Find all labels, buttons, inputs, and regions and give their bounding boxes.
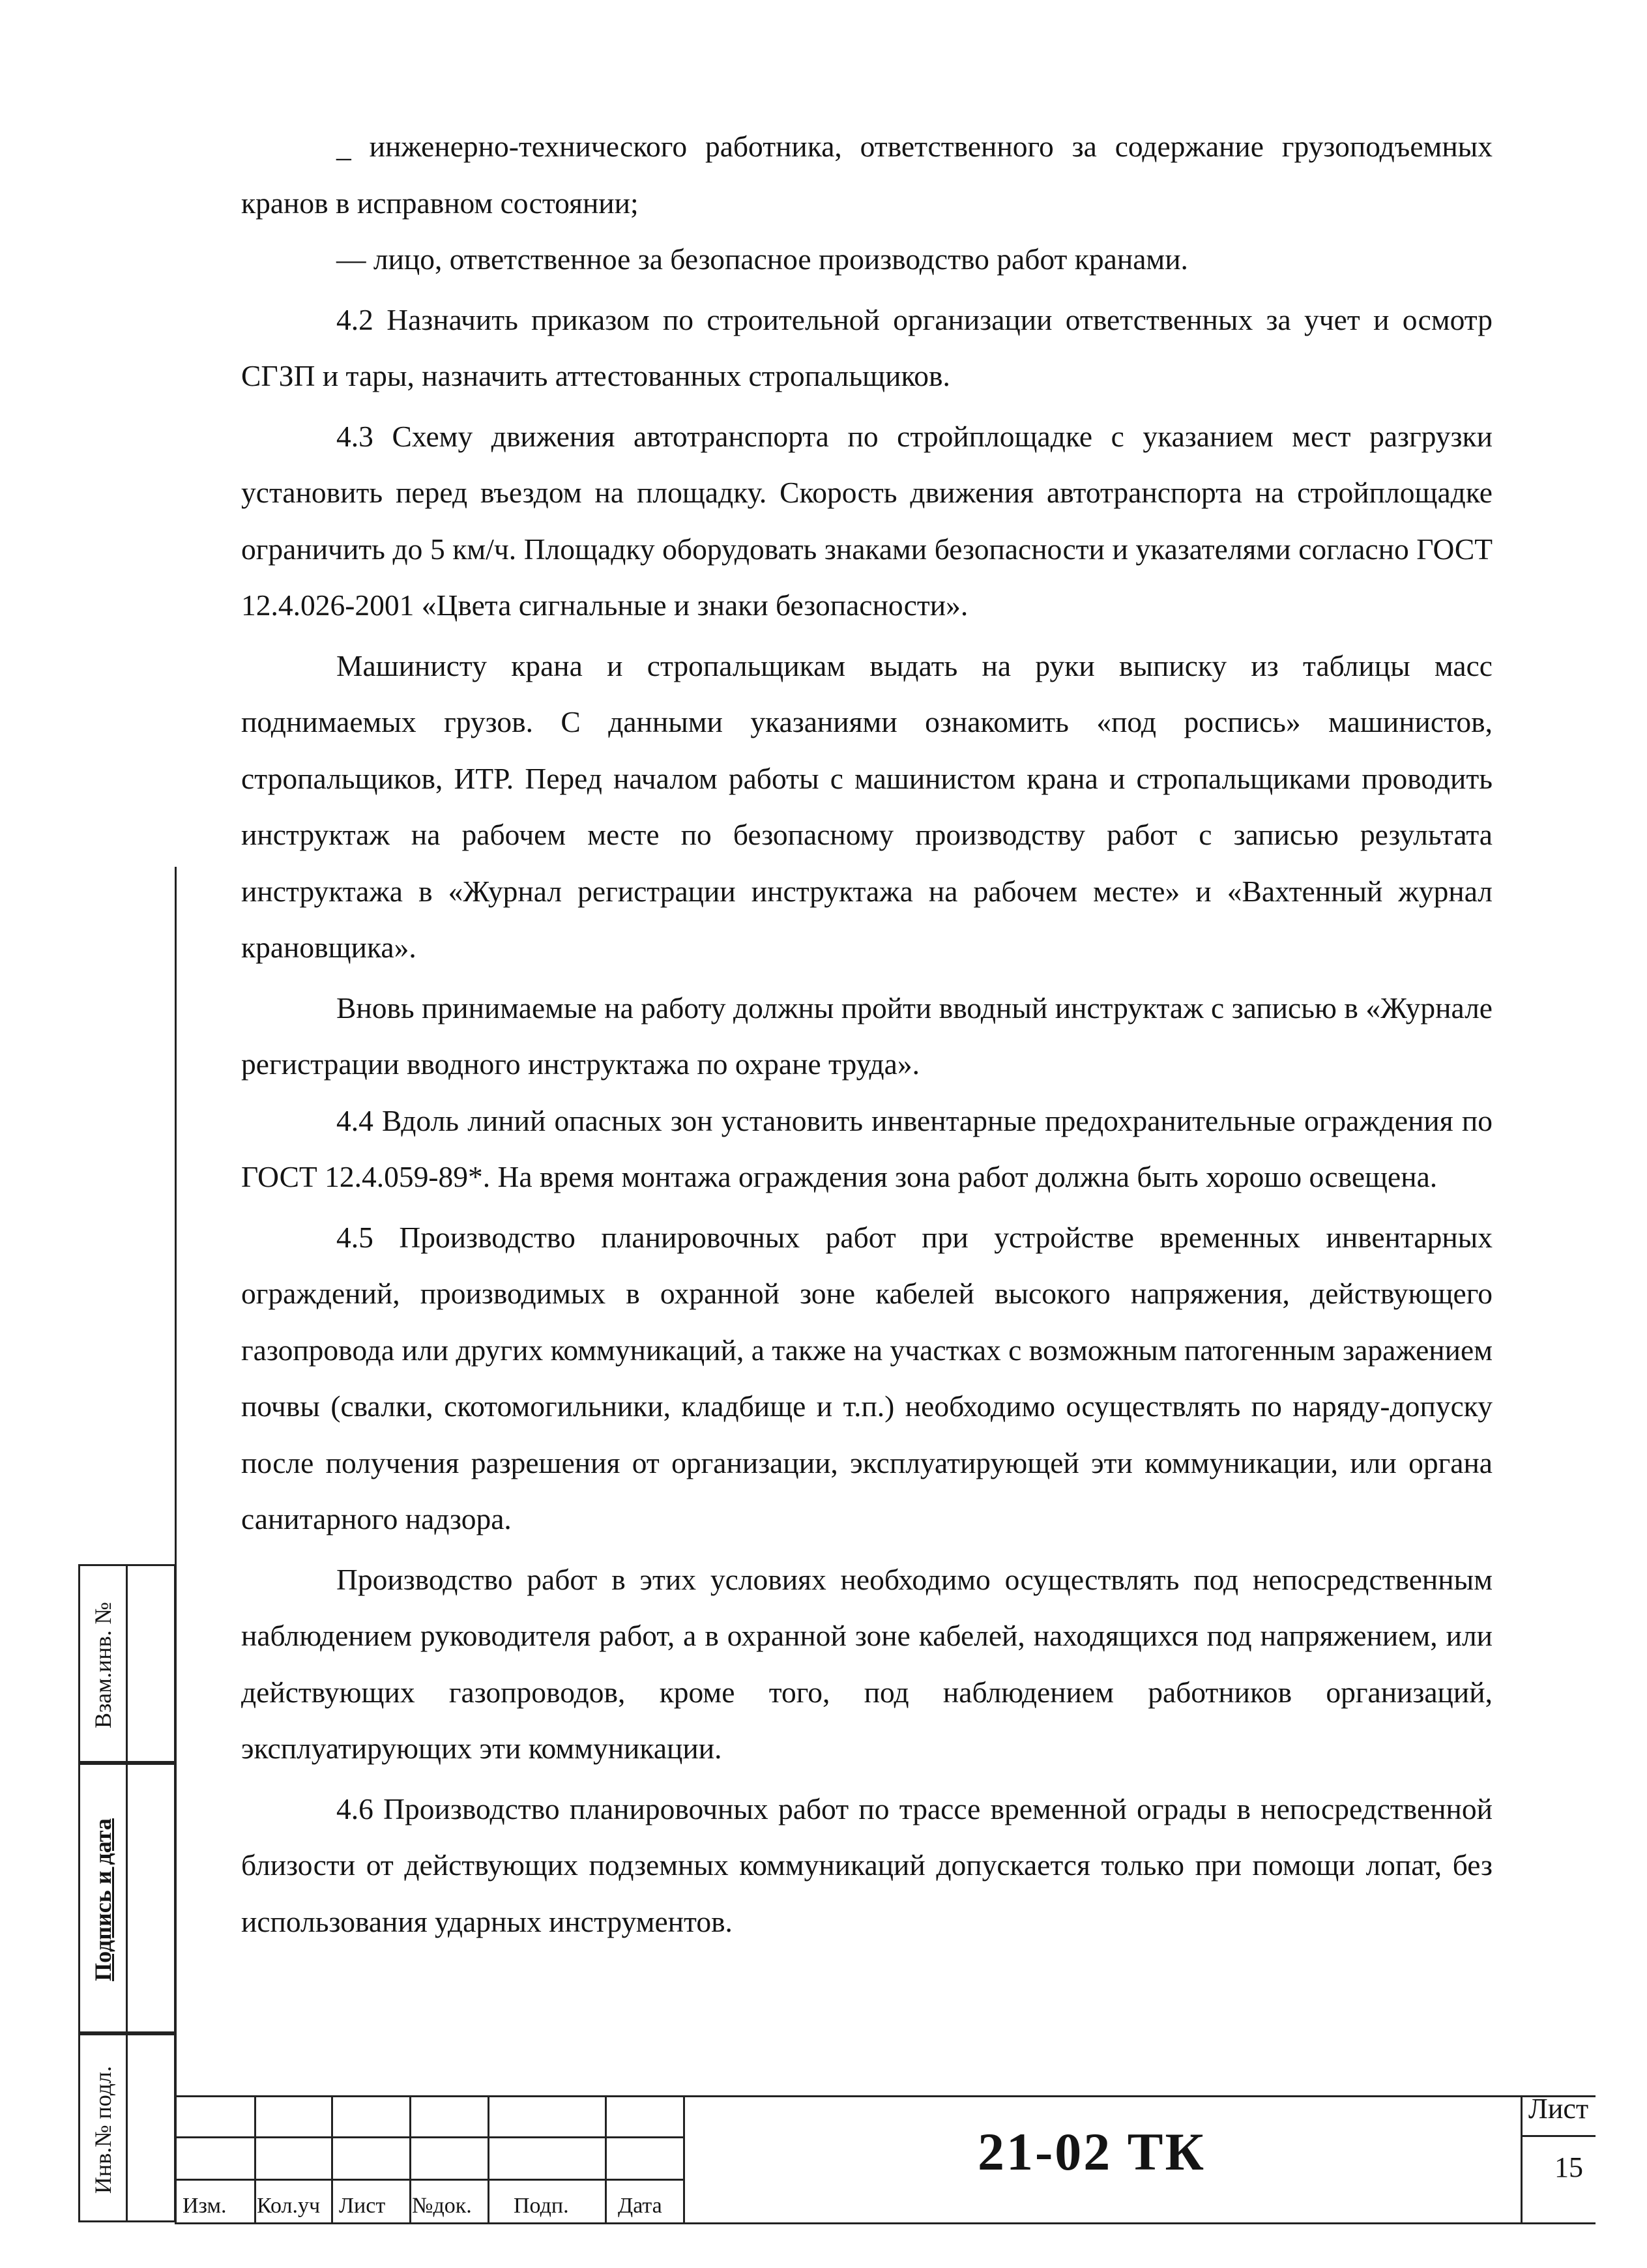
stamp-inv-label: Инв.№ подл. — [90, 2065, 116, 2194]
sheet-label: Лист — [1528, 2093, 1589, 2125]
stamp-vzam — [78, 1564, 176, 1763]
paragraph: 4.6 Производство планировочных работ по трассе временной ограды в непосредственной близости от действующих подземных коммуникаций допускается только при помощи лопат, без использования ударных инструментов. — [241, 1792, 1493, 1938]
label-list: Лист — [339, 2194, 386, 2218]
sheet-number: 15 — [1554, 2151, 1583, 2183]
paragraph: 4.2 Назначить приказом по строительной организации ответственных за учет и осмотр СГЗП и тары, назначить аттестованных стропальщиков. — [241, 302, 1493, 392]
paragraph: — лицо, ответственное за безопасное производство работ кранами. — [336, 242, 1188, 276]
document-body — [241, 119, 1493, 1950]
stamp-inv — [78, 2033, 176, 2222]
label-podp: Подп. — [514, 2194, 569, 2218]
label-ndok: №док. — [412, 2194, 472, 2218]
stamp-podpis-label: Подпись и дата — [90, 1818, 116, 1981]
paragraph: _ инженерно-технического работника, ответственного за содержание грузоподъемных кранов в исправном состоянии; — [241, 130, 1493, 220]
title-block — [175, 2095, 1596, 2224]
document-code: 21-02 ТК — [978, 2122, 1206, 2181]
paragraph: Производство работ в этих условиях необходимо осуществлять под непосредственным наблюдением руководителя работ, а в охранной зоне кабелей, находящихся под напряжением, или действующих газопроводов, кроме того, под наблюдением работников организаций, эксплуатирующих эти коммуникации. — [241, 1562, 1493, 1765]
label-izm: Изм. — [182, 2194, 227, 2218]
label-data: Дата — [618, 2194, 662, 2218]
paragraph: Машинисту крана и стропальщикам выдать на руки выписку из таблицы масс поднимаемых грузов. С данными указаниями ознакомить «под роспись» машинистов, стропальщиков, ИТР. Перед началом работы с машинистом крана и стропальщиками проводить инструктаж на рабочем месте по безопасному производству работ с записью результата инструктажа в «Журнал регистрации инструктажа на рабочем месте» и «Вахтенный журнал крановщика». — [241, 648, 1493, 964]
paragraph: 4.3 Схему движения автотранспорта по стройплощадке с указанием мест разгрузки установить перед въездом на площадку. Скорость движения автотранспорта на стройплощадке ограничить до 5 км/ч. Площадку оборудовать знаками безопасности и указателями согласно ГОСТ 12.4.026-2001 «Цвета сигнальные и знаки безопасности». — [241, 419, 1493, 622]
stamp-podpis — [78, 1763, 176, 2033]
paragraph: 4.4 Вдоль линий опасных зон установить инвентарные предохранительные ограждения по ГОСТ 12.4.059-89*. На время монтажа ограждения зона работ должна быть хорошо освещена. — [241, 1103, 1493, 1193]
paragraph: 4.5 Производство планировочных работ при устройстве временных инвентарных ограждений, производимых в охранной зоне кабелей высокого напряжения, действующего газопровода или других коммуникаций, а также на участках с возможным патогенным заражением почвы (свалки, скотомогильники, кладбище и т.п.) необходимо осуществлять по наряду-допуску после получения разрешения от организации, эксплуатирующей эти коммуникации, или органа санитарного надзора. — [241, 1220, 1493, 1535]
stamp-vzam-label: Взам.инв. № — [90, 1602, 116, 1728]
label-kol: Кол.уч — [257, 2194, 321, 2218]
paragraph: Вновь принимаемые на работу должны пройти вводный инструктаж с записью в «Журнале регистрации вводного инструктажа по охране труда». — [241, 991, 1493, 1081]
